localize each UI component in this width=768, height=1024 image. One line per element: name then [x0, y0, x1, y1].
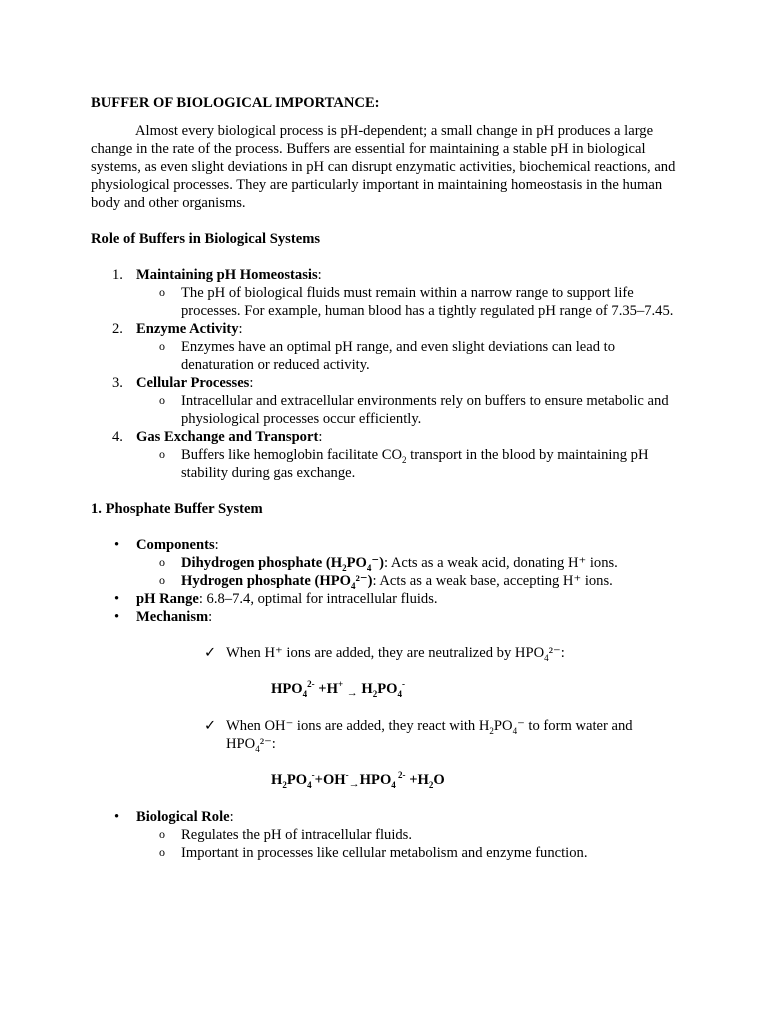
superscript: 2-: [395, 770, 406, 781]
equation-base: [91, 771, 676, 790]
subscript: 4: [255, 743, 260, 754]
sub-list-item: [91, 446, 676, 482]
text: Dihydrogen phosphate (H: [181, 555, 343, 571]
subscript: 4: [351, 580, 356, 591]
equation-acid: [91, 680, 676, 699]
text: ⁻ to form water and: [517, 718, 633, 734]
component-name: [181, 573, 372, 589]
text: PO: [493, 718, 513, 734]
arrow-icon: →: [348, 778, 360, 790]
sub-list-item: [91, 392, 676, 428]
list-item: [91, 320, 676, 374]
sub-list-item: [91, 572, 676, 590]
list-item: [91, 428, 676, 482]
colon: :: [249, 375, 254, 391]
component-text: : Acts as a weak acid, donating H⁺ ions.: [383, 555, 618, 571]
text: +OH: [314, 772, 346, 788]
roles-heading: Role of Buffers in Biological Systems: [91, 231, 321, 247]
circle-bullet-icon: o: [159, 845, 165, 859]
role-title: Maintaining pH Homeostasis: [136, 267, 318, 283]
superscript: -: [402, 679, 406, 690]
text: +H: [314, 681, 338, 697]
sub-list-item: [91, 844, 676, 862]
circle-bullet-icon: o: [159, 285, 165, 299]
text: When OH⁻ ions are added, they react with H: [226, 718, 490, 734]
phosphate-heading: 1. Phosphate Buffer System: [91, 501, 263, 517]
bullet-icon: •: [114, 591, 120, 607]
circle-bullet-icon: o: [159, 555, 165, 569]
subscript: 2: [489, 725, 494, 736]
sub-list-item: [91, 338, 676, 374]
range-label: pH Range: [136, 591, 199, 607]
list-item: • Mechanism:: [114, 609, 213, 625]
text: ²⁻:: [259, 736, 276, 752]
subscript: 2: [372, 688, 378, 699]
text: HPO: [359, 772, 392, 788]
circle-bullet-icon: o: [159, 339, 165, 353]
text: transport in the blood by maintaining pH stability during gas exchange.: [181, 447, 649, 481]
text: PO: [377, 681, 398, 697]
sub-list-item: [91, 284, 676, 320]
sub-list-item: [91, 554, 676, 572]
colon: :: [317, 267, 322, 283]
circle-bullet-icon: o: [159, 573, 165, 587]
checkmark-icon: ✓: [204, 645, 217, 661]
text: HPO: [226, 736, 256, 752]
subscript: 4: [397, 688, 403, 699]
text: ²⁻): [355, 573, 373, 589]
range-text: : 6.8–7.4, optimal for intracellular fluids.: [198, 591, 438, 607]
arrow-icon: →: [346, 687, 358, 699]
text: PO: [286, 772, 308, 788]
superscript: 2-: [307, 679, 315, 690]
text: H: [361, 681, 373, 697]
component-name: [181, 555, 384, 571]
subscript: 2: [342, 562, 347, 573]
list-number: 2.: [112, 321, 123, 337]
list-item: [91, 266, 676, 320]
circle-bullet-icon: o: [159, 447, 165, 461]
role-detail: Enzymes have an optimal pH range, and even slight deviations can lead to denaturation or reduced activity.: [181, 339, 616, 373]
subscript: 4: [302, 688, 308, 699]
bullet-icon: •: [114, 609, 120, 625]
roles-list: [91, 266, 676, 482]
subscript: 4: [544, 652, 549, 663]
text: Buffers like hemoglobin facilitate CO: [181, 447, 403, 463]
sub-list-item: [91, 826, 676, 844]
list-number: 1.: [112, 267, 123, 283]
list-item: • Components: o Dihydrogen phosphate $(H_2PO_4^-)$: Acts as a weak acid, donating H⁺ ions. o Hydrogen phosphate $(HPO_4^{2-})$: Acts as a weak base, accepting H⁺ ions.: [91, 536, 676, 590]
bullet-icon: •: [114, 537, 120, 553]
list-item: [91, 374, 676, 428]
subscript: 2: [282, 779, 287, 790]
role-title: Cellular Processes: [136, 375, 250, 391]
subscript: 4: [391, 779, 396, 790]
phosphate-list: [91, 536, 676, 626]
colon: :: [238, 321, 243, 337]
role-detail: The pH of biological fluids must remain within a narrow range to support life processes. For example, human blood has a tightly regulated pH range of 7.35–7.45.: [181, 285, 674, 319]
role-detail: [181, 447, 649, 481]
circle-bullet-icon: o: [159, 393, 165, 407]
subscript: 4: [366, 562, 372, 573]
components-label: Components: [136, 537, 215, 553]
text: O: [433, 772, 445, 788]
role-title: Enzyme Activity: [136, 321, 239, 337]
subscript: 2: [428, 779, 434, 790]
subscript: 4: [512, 725, 518, 736]
text: When H⁺ ions are added, they are neutralized by HPO: [226, 645, 545, 661]
list-item: • Biological Role: o Regulates the pH of intracellular fluids. o Important in processes like cellular metabolism and enzyme function.: [91, 808, 676, 862]
role-item-text: Important in processes like cellular metabolism and enzyme function.: [181, 845, 588, 861]
text: +H: [405, 772, 429, 788]
subscript: 2: [402, 454, 407, 465]
component-text: : Acts as a weak base, accepting H⁺ ions.: [372, 573, 613, 589]
colon: :: [318, 429, 323, 445]
superscript: +: [337, 679, 344, 690]
subscript: 4: [307, 779, 312, 790]
role-label: Biological Role: [136, 809, 230, 825]
mechanism-step: [91, 644, 676, 662]
biological-role-list: [91, 808, 676, 862]
checkmark-icon: ✓: [204, 718, 217, 734]
superscript: -: [345, 770, 349, 781]
role-title: Gas Exchange and Transport: [136, 429, 319, 445]
mechanism-step: [91, 717, 676, 753]
list-number: 3.: [112, 375, 123, 391]
role-item-text: Regulates the pH of intracellular fluids.: [181, 827, 412, 843]
text: Hydrogen phosphate (HPO: [181, 573, 352, 589]
text: HPO: [271, 681, 303, 697]
text: H: [271, 772, 283, 788]
circle-bullet-icon: o: [159, 827, 165, 841]
intro-paragraph: Almost every biological process is pH-dependent; a small change in pH produces a large change in the rate of the process. Buffers are essential for maintaining a stable pH in biological systems, as even slight deviations in pH can disrupt enzymatic activities, biochemical reactions, and physiological processes. They are particularly important in maintaining homeostasis in the human body and other organisms.: [91, 123, 676, 211]
document-title: BUFFER OF BIOLOGICAL IMPORTANCE:: [91, 95, 380, 111]
mechanism-label: Mechanism: [136, 609, 209, 625]
text: ⁻): [371, 555, 384, 571]
superscript: -: [311, 770, 315, 781]
text: PO: [346, 555, 367, 571]
bullet-icon: •: [114, 809, 120, 825]
list-number: 4.: [112, 429, 123, 445]
text: ²⁻:: [548, 645, 565, 661]
document-page: [91, 94, 676, 862]
list-item: [91, 590, 676, 608]
role-detail: Intracellular and extracellular environments rely on buffers to ensure metabolic and physiological processes occur efficiently.: [181, 393, 669, 427]
